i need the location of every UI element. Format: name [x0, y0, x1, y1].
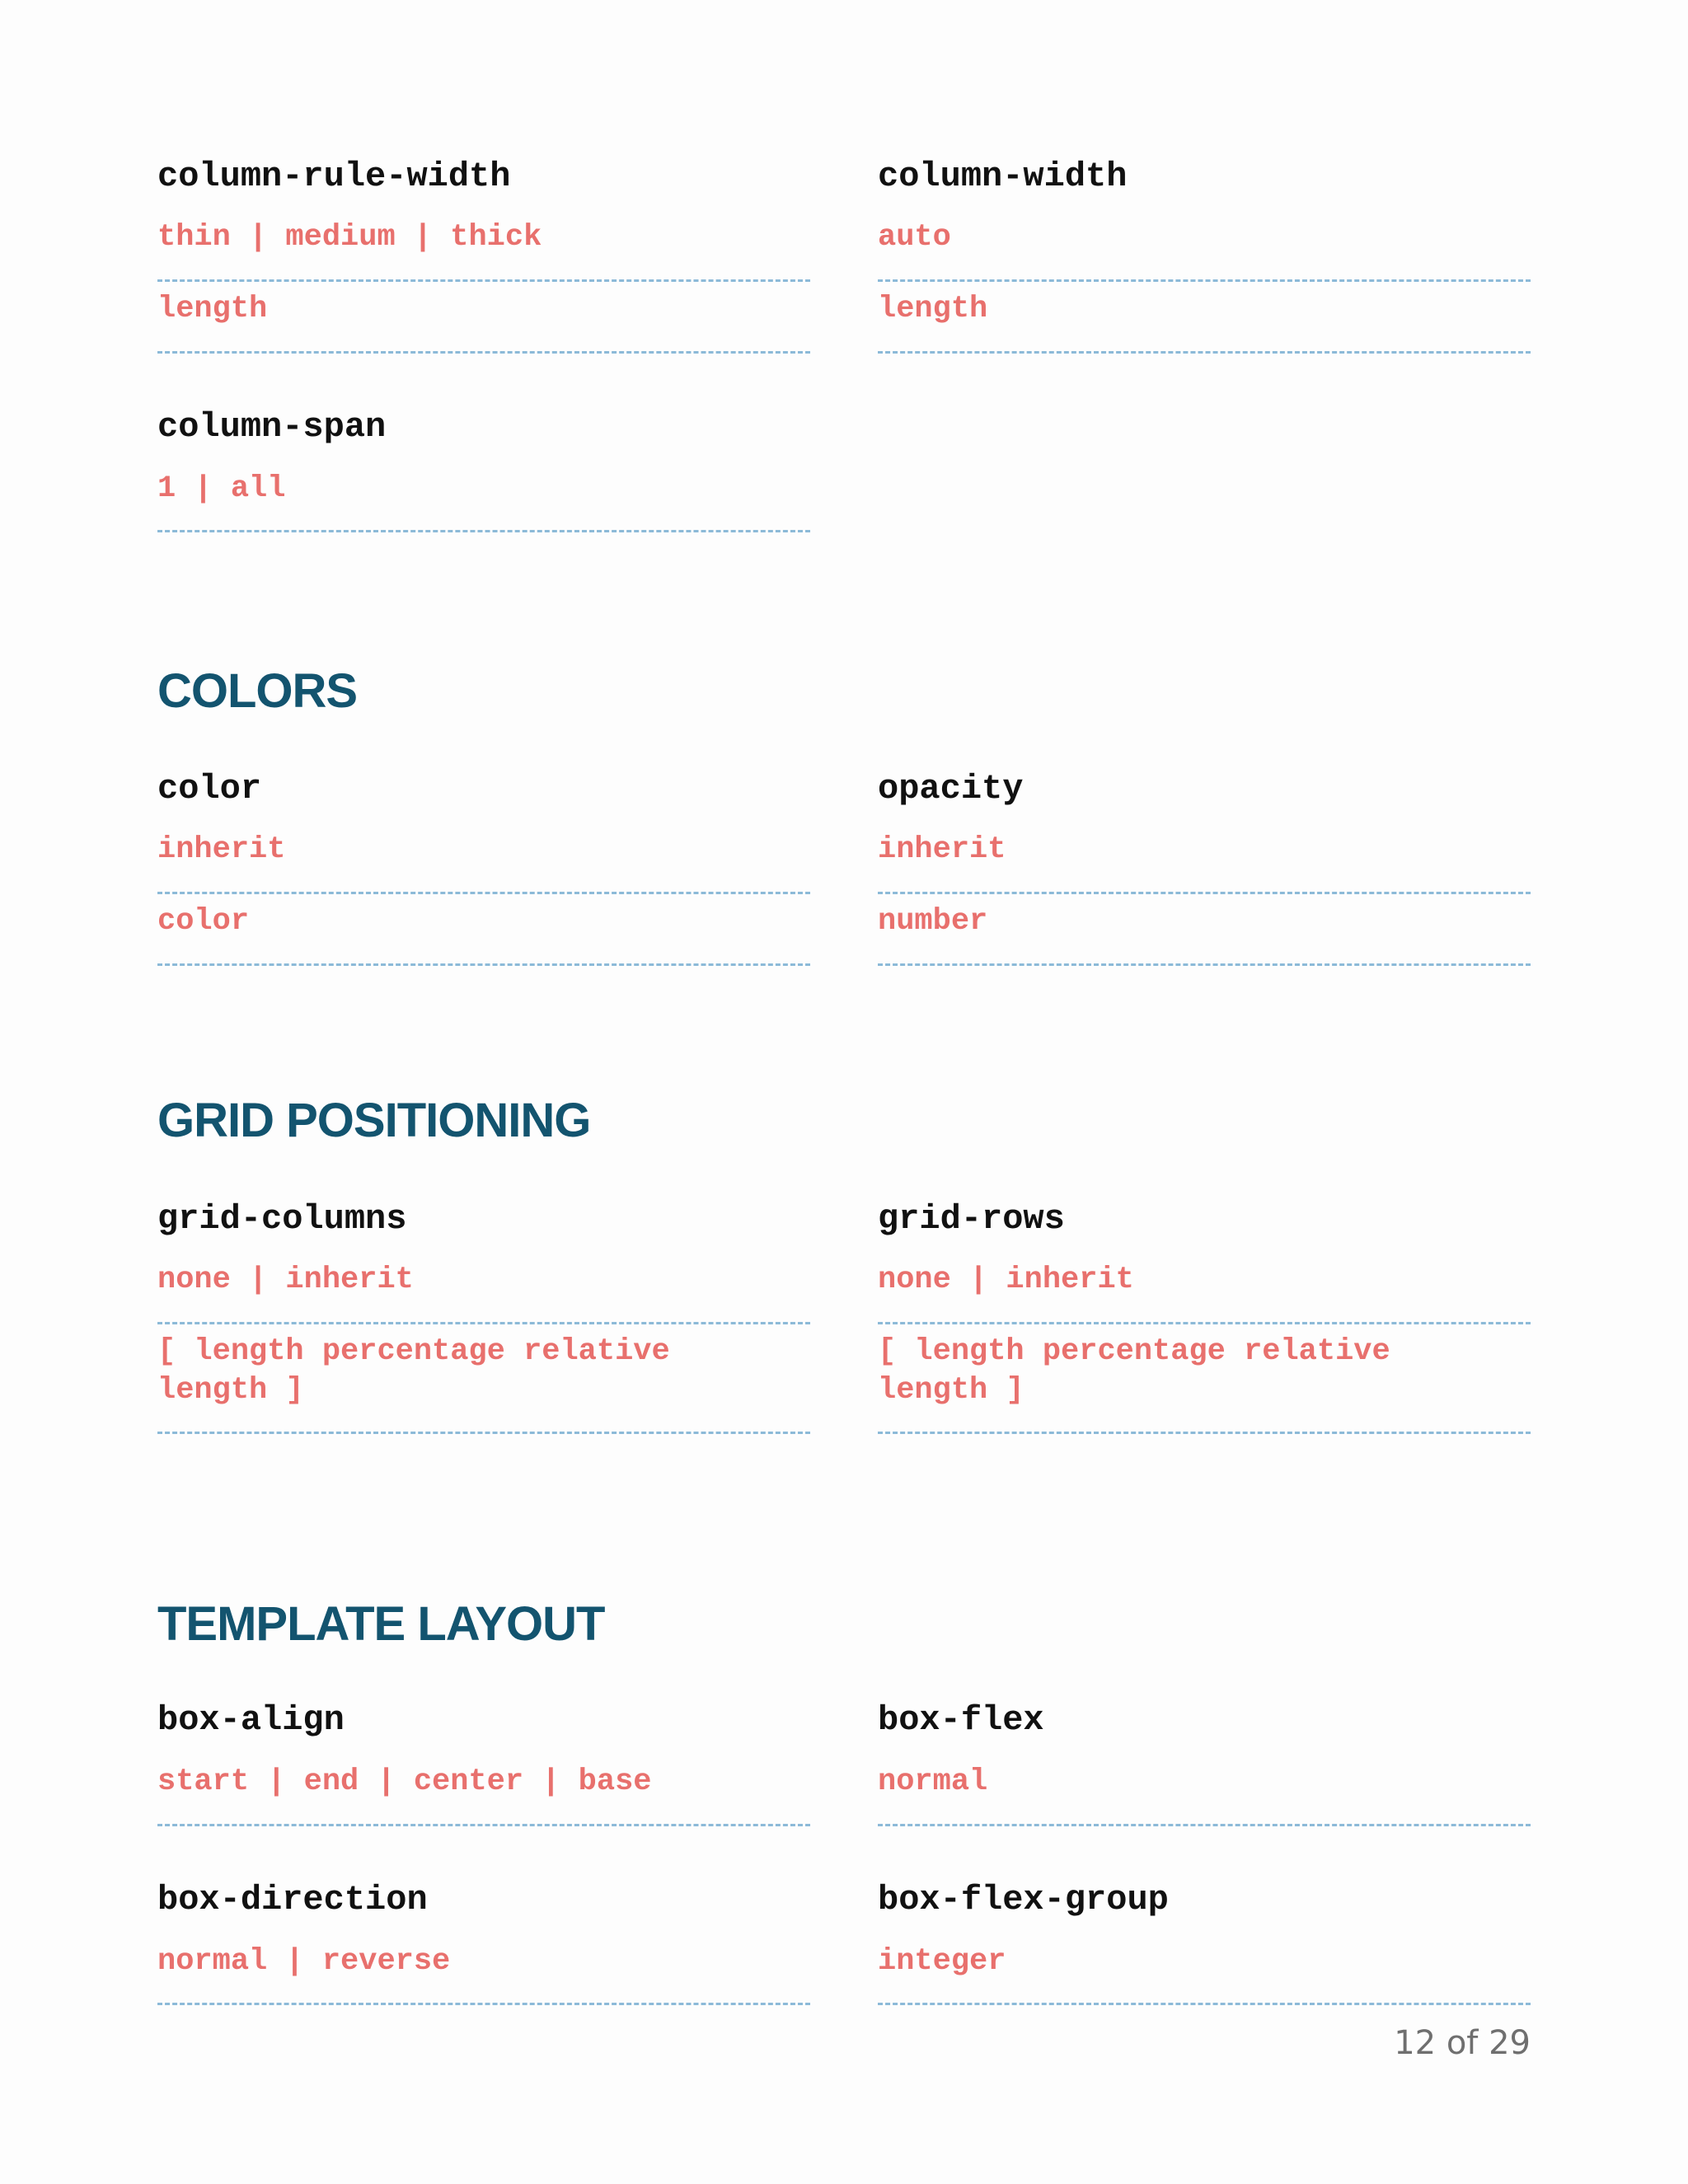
property-value-row [157, 902, 810, 966]
property-value-row [157, 1943, 810, 2005]
property-name: column-width [878, 157, 1128, 196]
property-value: [ length percentage relative length ] [878, 1334, 1409, 1408]
property-value-row [157, 1261, 810, 1324]
property-value: [ length percentage relative length ] [157, 1334, 688, 1408]
property-value: inherit [878, 832, 1006, 867]
property-name: box-align [157, 1700, 345, 1740]
property-name: opacity [878, 769, 1024, 808]
property-name: color [157, 769, 262, 808]
property-value-row [157, 1333, 810, 1434]
property-name: column-span [157, 407, 387, 447]
property-value: 1 | all [157, 471, 286, 506]
property-value: normal [878, 1765, 988, 1799]
property-value-row [878, 831, 1531, 894]
property-value: color [157, 904, 250, 939]
property-value: auto [878, 220, 951, 255]
property-value: number [878, 904, 988, 939]
property-name: column-rule-width [157, 157, 511, 196]
property-value: inherit [157, 832, 286, 867]
property-name: box-flex [878, 1700, 1044, 1740]
section-title-template-layout: TEMPLATE LAYOUT [157, 1597, 605, 1651]
property-value-row [878, 1943, 1531, 2005]
property-value-row [878, 902, 1531, 966]
property-value-row [157, 290, 810, 354]
property-value: thin | medium | thick [157, 220, 542, 255]
property-name: grid-columns [157, 1199, 407, 1239]
property-value-row [878, 290, 1531, 354]
property-value: length [878, 292, 988, 326]
property-value: integer [878, 1944, 1006, 1979]
section-title-colors: COLORS [157, 664, 358, 718]
property-name: box-direction [157, 1880, 428, 1919]
property-value-row [878, 1763, 1531, 1826]
property-name: box-flex-group [878, 1880, 1169, 1919]
property-value-row [157, 1763, 810, 1826]
property-value: length [157, 292, 268, 326]
property-name: grid-rows [878, 1199, 1065, 1239]
property-value: start | end | center | base [157, 1765, 652, 1799]
property-value-row [878, 218, 1531, 282]
property-value: normal | reverse [157, 1944, 451, 1979]
property-value-row [878, 1261, 1531, 1324]
property-value-row [878, 1333, 1531, 1434]
property-value: none | inherit [157, 1263, 414, 1297]
property-value-row [157, 831, 810, 894]
property-value-row [157, 470, 810, 532]
property-value-row [157, 218, 810, 282]
section-title-grid-positioning: GRID POSITIONING [157, 1094, 591, 1147]
page-number: 12 of 29 [1394, 2024, 1531, 2062]
property-value: none | inherit [878, 1263, 1134, 1297]
